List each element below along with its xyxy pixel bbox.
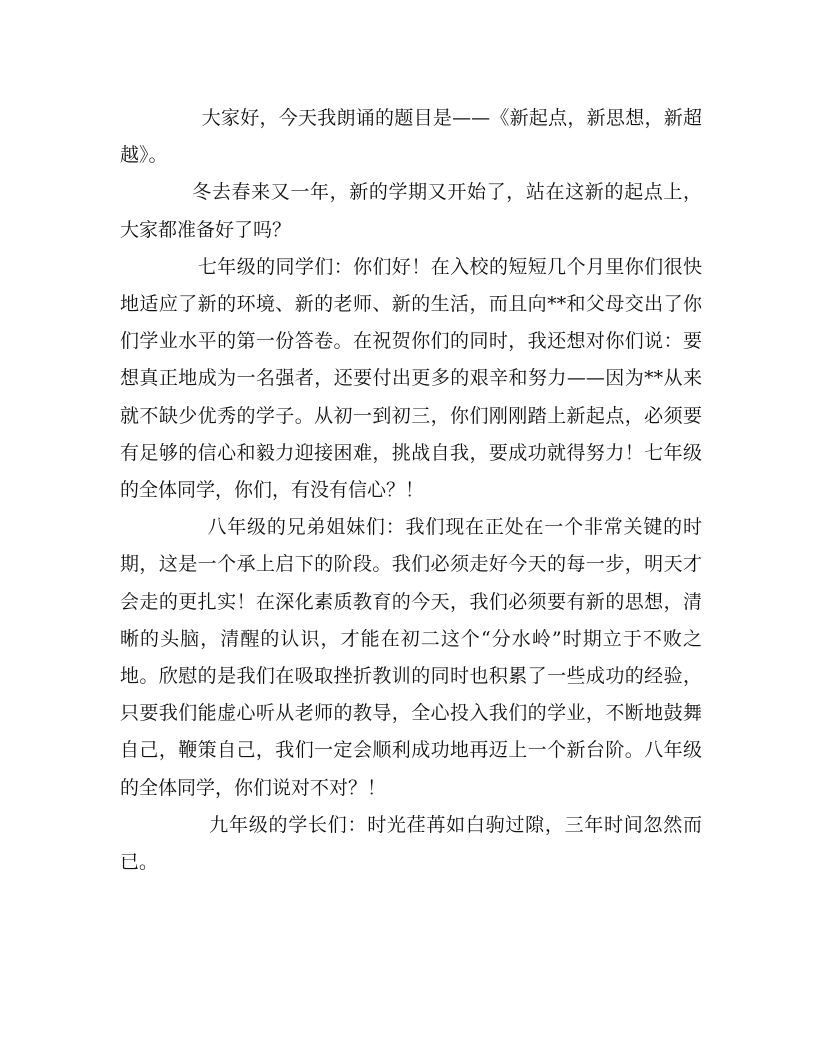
paragraph-greeting: 大家好，今天我朗诵的题目是——《新起点，新思想，新超越》。 (120, 107, 702, 167)
paragraph-grade-nine: 九年级的学长们：时光荏苒如白驹过隙，三年时间忽然而已。 (120, 813, 702, 874)
document-body (120, 100, 702, 881)
paragraph-grade-eight: 八年级的兄弟姐妹们：我们现在正处在一个非常关键的时期，这是一个承上启下的阶段。我们必须走好今天的每一步，明天才会走的更扎实！在深化素质教育的今天，我们必须要有新的思想，清晰的头脑，清醒的认识，才能在初二这个“分水岭”时期立于不败之地。欣慰的是我们在吸取挫折教训的同时也积累了一些成功的经验，只要我们能虚心听从老师的教导，全心投入我们的学业，不断地鼓舞自己，鞭策自己，我们一定会顺利成功地再迈上一个新台阶。八年级的全体同学，你们说对不对？！ (120, 516, 702, 799)
paragraph-new-semester: 冬去春来又一年，新的学期又开始了，站在这新的起点上，大家都准备好了吗？ (120, 181, 702, 241)
paragraph-grade-seven: 七年级的同学们：你们好！在入校的短短几个月里你们很快地适应了新的环境、新的老师、新的生活，而且向**和父母交出了你们学业水平的第一份答卷。在祝贺你们的同时，我还想对你们说：要想真正地成为一名强者，还要付出更多的艰辛和努力——因为**从来就不缺少优秀的学子。从初一到初三，你们刚刚踏上新起点，必须要有足够的信心和毅力迎接困难，挑战自我，要成功就得努力！七年级的全体同学，你们，有没有信心？！ (120, 255, 702, 502)
